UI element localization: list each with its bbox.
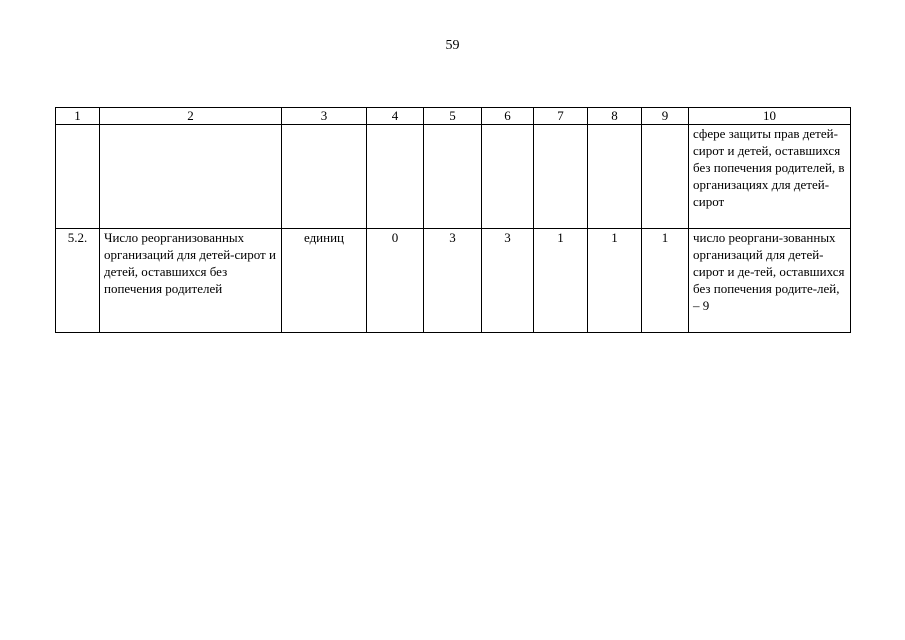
value-col9-cell: 1 [642,229,689,333]
header-cell-1: 1 [56,108,100,125]
note-cell: число реоргани-зованных организаций для детей-сирот и де-тей, оставшихся без попечения родите-лей, – 9 [689,229,851,333]
header-cell-8: 8 [588,108,642,125]
header-cell-4: 4 [367,108,424,125]
value-col5-cell: 3 [424,229,482,333]
header-cell-6: 6 [482,108,534,125]
empty-cell [534,125,588,229]
empty-cell [282,125,367,229]
empty-cell [100,125,282,229]
empty-cell [424,125,482,229]
indicators-table [55,107,851,333]
indicator-name-cell: Число реорганизованных организаций для детей-сирот и детей, оставшихся без попечения родителей [100,229,282,333]
unit-cell: единиц [282,229,367,333]
table-row-continuation [56,125,851,229]
row-number-cell: 5.2. [56,229,100,333]
empty-cell [56,125,100,229]
empty-cell [367,125,424,229]
page-number: 59 [445,38,460,53]
header-cell-9: 9 [642,108,689,125]
table-row [56,229,851,333]
value-col8-cell: 1 [588,229,642,333]
header-cell-3: 3 [282,108,367,125]
header-cell-5: 5 [424,108,482,125]
empty-cell [588,125,642,229]
empty-cell [642,125,689,229]
header-cell-10: 10 [689,108,851,125]
header-cell-2: 2 [100,108,282,125]
value-col6-cell: 3 [482,229,534,333]
value-col4-cell: 0 [367,229,424,333]
table-header-row [56,108,851,125]
header-cell-7: 7 [534,108,588,125]
empty-cell [482,125,534,229]
value-col7-cell: 1 [534,229,588,333]
continuation-note-cell: сфере защиты прав детей-сирот и детей, оставшихся без попечения родителей, в организациях для детей-сирот [689,125,851,229]
